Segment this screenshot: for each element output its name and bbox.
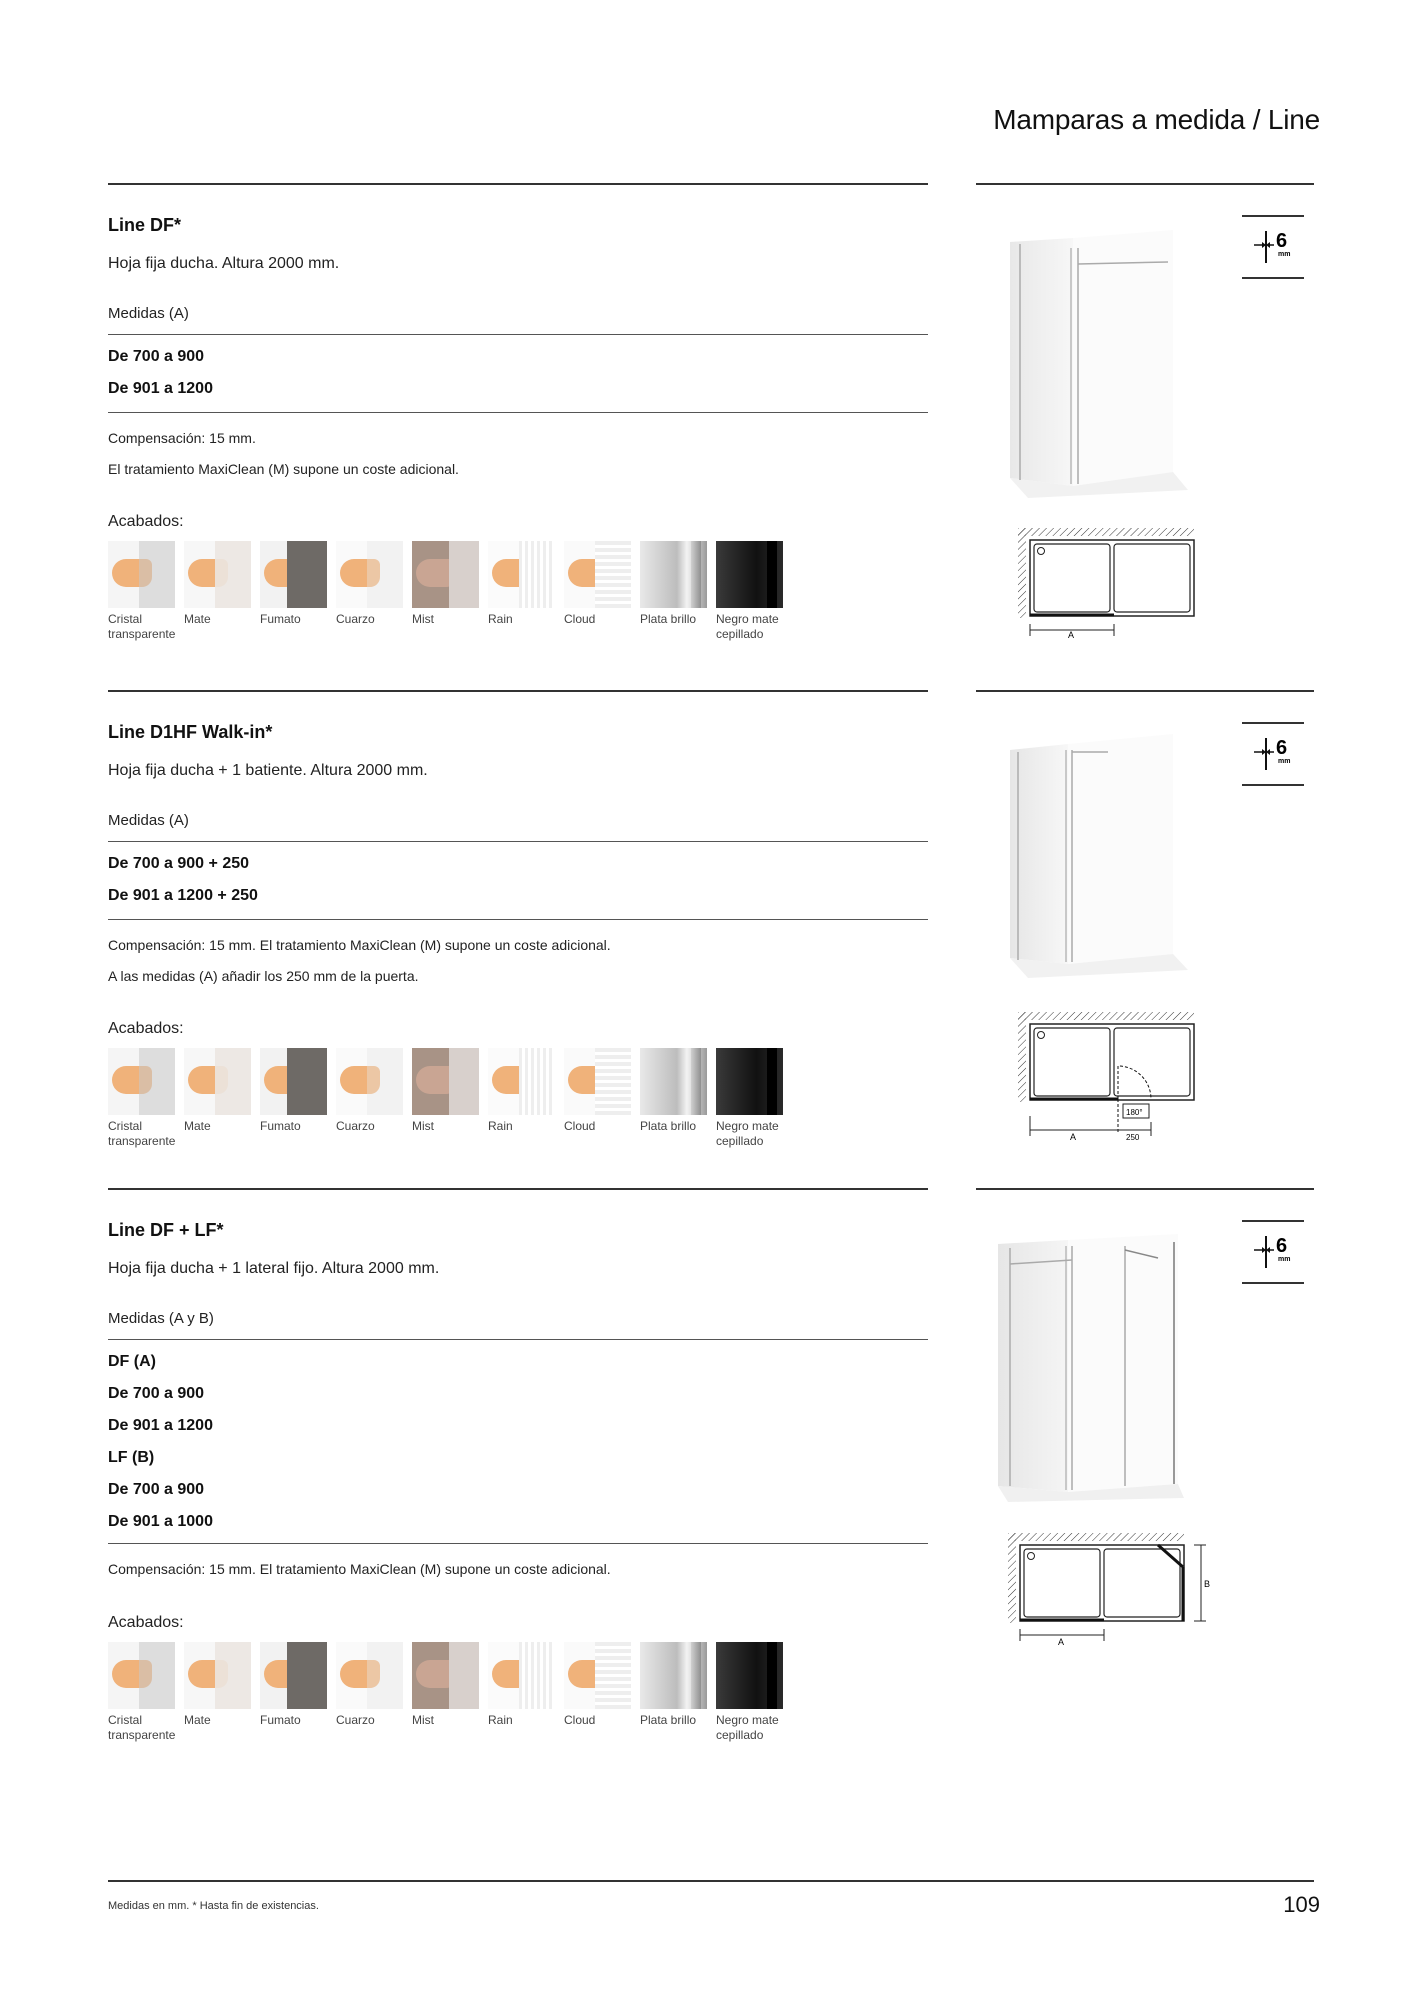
swatch-label: Plata brillo: [640, 612, 697, 626]
swatch-image: [716, 1642, 783, 1709]
swatch-mist[interactable]: [412, 1642, 479, 1743]
swatch-image: [488, 541, 555, 608]
product-description: Hoja fija ducha + 1 batiente. Altura 2000 mm.: [108, 762, 428, 779]
swatch-image: [336, 1642, 403, 1709]
size-item: De 700 a 900 + 250: [108, 855, 250, 872]
swatch-negro[interactable]: [716, 1048, 783, 1149]
swatch-image: [640, 1048, 707, 1115]
product-description: Hoja fija ducha + 1 lateral fijo. Altura 2000 mm.: [108, 1260, 440, 1277]
swatch-image: [640, 1642, 707, 1709]
swatch-mist[interactable]: [412, 1048, 479, 1149]
swatch-cristal[interactable]: [108, 1642, 175, 1743]
notes: [108, 930, 611, 992]
swatch-image: [184, 1048, 251, 1115]
swatch-label: Cloud: [564, 612, 596, 626]
section-divider: [976, 690, 1314, 692]
medidas-label: Medidas (A): [108, 305, 189, 322]
badge-value: 6: [1276, 737, 1288, 759]
badge-value: 6: [1276, 230, 1288, 252]
swatch-label: Negro mate cepillado: [716, 612, 779, 641]
page-title: Mamparas a medida / Line: [993, 104, 1320, 135]
dimension-label-door: 250: [1126, 1133, 1140, 1142]
swatch-label: Plata brillo: [640, 1119, 697, 1133]
product-description: Hoja fija ducha. Altura 2000 mm.: [108, 255, 340, 272]
swatch-cristal[interactable]: [108, 1048, 175, 1149]
swatch-image: [184, 541, 251, 608]
swatch-label: Cuarzo: [336, 1119, 375, 1133]
swatch-label: Negro mate cepillado: [716, 1713, 779, 1742]
size-list: [108, 848, 258, 912]
swatch-image: [108, 1642, 175, 1709]
divider: [108, 1543, 928, 1544]
swatch-label: Cuarzo: [336, 1713, 375, 1727]
swatch-image: [108, 1048, 175, 1115]
swatch-label: Mate: [184, 1713, 211, 1727]
swatch-negro[interactable]: [716, 1642, 783, 1743]
swatch-image: [640, 541, 707, 608]
swatch-cloud[interactable]: [564, 1642, 631, 1743]
size-list: [108, 341, 213, 405]
swatch-image: [716, 1048, 783, 1115]
size-item: De 901 a 1200 + 250: [108, 887, 258, 904]
dimension-label-a: A: [1068, 630, 1075, 640]
swatch-plata[interactable]: [640, 1642, 707, 1743]
floor-plan-diagram: [1018, 528, 1208, 648]
swatch-image: [336, 1048, 403, 1115]
note-line: Compensación: 15 mm. El tratamiento MaxiClean (M) supone un coste adicional.: [108, 1561, 611, 1577]
note-line: A las medidas (A) añadir los 250 mm de la puerta.: [108, 968, 419, 984]
footer-divider: [108, 1880, 1314, 1882]
acabados-label: Acabados:: [108, 1614, 184, 1631]
swatch-fumato[interactable]: [260, 1048, 327, 1149]
swatch-label: Cristal transparente: [108, 1119, 176, 1148]
swatch-rain[interactable]: [488, 541, 555, 642]
swatch-image: [412, 1048, 479, 1115]
swatch-image: [564, 541, 631, 608]
acabados-label: Acabados:: [108, 513, 184, 530]
swatch-rain[interactable]: [488, 1048, 555, 1149]
size-item: De 901 a 1000: [108, 1513, 213, 1530]
size-item: LF (B): [108, 1449, 155, 1466]
swatch-image: [260, 541, 327, 608]
finish-swatches: [108, 541, 783, 642]
swatch-image: [412, 541, 479, 608]
swatch-label: Rain: [488, 612, 513, 626]
swatch-label: Mist: [412, 1713, 434, 1727]
size-item: De 901 a 1200: [108, 380, 213, 397]
swatch-label: Mate: [184, 1119, 211, 1133]
notes: [108, 1554, 611, 1585]
swatch-label: Cristal transparente: [108, 612, 176, 641]
swatch-plata[interactable]: [640, 541, 707, 642]
notes: [108, 423, 459, 485]
swatch-image: [564, 1048, 631, 1115]
swatch-negro[interactable]: [716, 541, 783, 642]
size-item: De 700 a 900: [108, 1481, 205, 1498]
badge-unit: mm: [1278, 1256, 1291, 1263]
badge-value: 6: [1276, 1235, 1288, 1257]
swatch-label: Plata brillo: [640, 1713, 697, 1727]
angle-label: 180°: [1126, 1108, 1143, 1117]
thickness-badge: [1242, 1220, 1304, 1284]
product-photo: [998, 228, 1228, 503]
swatch-image: [716, 541, 783, 608]
product-name: Line DF + LF*: [108, 1220, 224, 1240]
swatch-image: [488, 1048, 555, 1115]
finish-swatches: [108, 1642, 783, 1743]
thickness-badge: [1242, 722, 1304, 786]
swatch-label: Cloud: [564, 1119, 596, 1133]
acabados-label: Acabados:: [108, 1020, 184, 1037]
medidas-label: Medidas (A): [108, 812, 189, 829]
divider: [108, 919, 928, 920]
swatch-rain[interactable]: [488, 1642, 555, 1743]
product-photo: [998, 732, 1228, 982]
page-number: 109: [1283, 1892, 1320, 1917]
section-divider: [108, 183, 928, 185]
swatch-label: Rain: [488, 1119, 513, 1133]
swatch-image: [488, 1642, 555, 1709]
product-name: Line D1HF Walk-in*: [108, 722, 273, 742]
swatch-cloud[interactable]: [564, 1048, 631, 1149]
swatch-image: [336, 541, 403, 608]
swatch-cristal[interactable]: [108, 541, 175, 642]
swatch-label: Cuarzo: [336, 612, 375, 626]
swatch-cuarzo[interactable]: [336, 1642, 403, 1743]
divider: [108, 1339, 928, 1340]
section-divider: [108, 690, 928, 692]
note-line: Compensación: 15 mm.: [108, 430, 256, 446]
swatch-label: Cristal transparente: [108, 1713, 176, 1742]
swatch-label: Mist: [412, 1119, 434, 1133]
swatch-cuarzo[interactable]: [336, 541, 403, 642]
badge-unit: mm: [1278, 251, 1291, 258]
section-divider: [976, 183, 1314, 185]
swatch-fumato[interactable]: [260, 541, 327, 642]
swatch-mist[interactable]: [412, 541, 479, 642]
swatch-label: Mist: [412, 612, 434, 626]
size-item: De 700 a 900: [108, 1385, 205, 1402]
dimension-label-a: A: [1070, 1132, 1077, 1142]
size-item: De 700 a 900: [108, 348, 205, 365]
badge-unit: mm: [1278, 758, 1291, 765]
section-divider: [976, 1188, 1314, 1190]
size-item: DF (A): [108, 1353, 156, 1370]
swatch-mate[interactable]: [184, 1642, 251, 1743]
swatch-cloud[interactable]: [564, 541, 631, 642]
divider: [108, 412, 928, 413]
product-name: Line DF*: [108, 215, 182, 235]
size-list: [108, 1346, 213, 1538]
medidas-label: Medidas (A y B): [108, 1310, 214, 1327]
swatch-label: Rain: [488, 1713, 513, 1727]
swatch-label: Negro mate cepillado: [716, 1119, 779, 1148]
swatch-image: [412, 1642, 479, 1709]
swatch-plata[interactable]: [640, 1048, 707, 1149]
swatch-image: [184, 1642, 251, 1709]
product-photo: [988, 1230, 1228, 1505]
swatch-label: Fumato: [260, 1119, 301, 1133]
footnote: Medidas en mm. * Hasta fin de existencias.: [108, 1900, 319, 1912]
floor-plan-diagram: [1008, 1533, 1218, 1663]
swatch-label: Mate: [184, 612, 211, 626]
swatch-fumato[interactable]: [260, 1642, 327, 1743]
swatch-mate[interactable]: [184, 1048, 251, 1149]
finish-swatches: [108, 1048, 783, 1149]
thickness-badge: [1242, 215, 1304, 279]
dimension-label-a: A: [1058, 1637, 1065, 1647]
swatch-image: [260, 1642, 327, 1709]
floor-plan-diagram: [1018, 1012, 1218, 1152]
swatch-image: [108, 541, 175, 608]
section-divider: [108, 1188, 928, 1190]
divider: [108, 334, 928, 335]
swatch-label: Cloud: [564, 1713, 596, 1727]
divider: [108, 841, 928, 842]
swatch-cuarzo[interactable]: [336, 1048, 403, 1149]
note-line: El tratamiento MaxiClean (M) supone un coste adicional.: [108, 461, 459, 477]
dimension-label-b: B: [1204, 1579, 1211, 1589]
swatch-image: [564, 1642, 631, 1709]
swatch-image: [260, 1048, 327, 1115]
swatch-label: Fumato: [260, 1713, 301, 1727]
swatch-mate[interactable]: [184, 541, 251, 642]
note-line: Compensación: 15 mm. El tratamiento MaxiClean (M) supone un coste adicional.: [108, 937, 611, 953]
swatch-label: Fumato: [260, 612, 301, 626]
size-item: De 901 a 1200: [108, 1417, 213, 1434]
